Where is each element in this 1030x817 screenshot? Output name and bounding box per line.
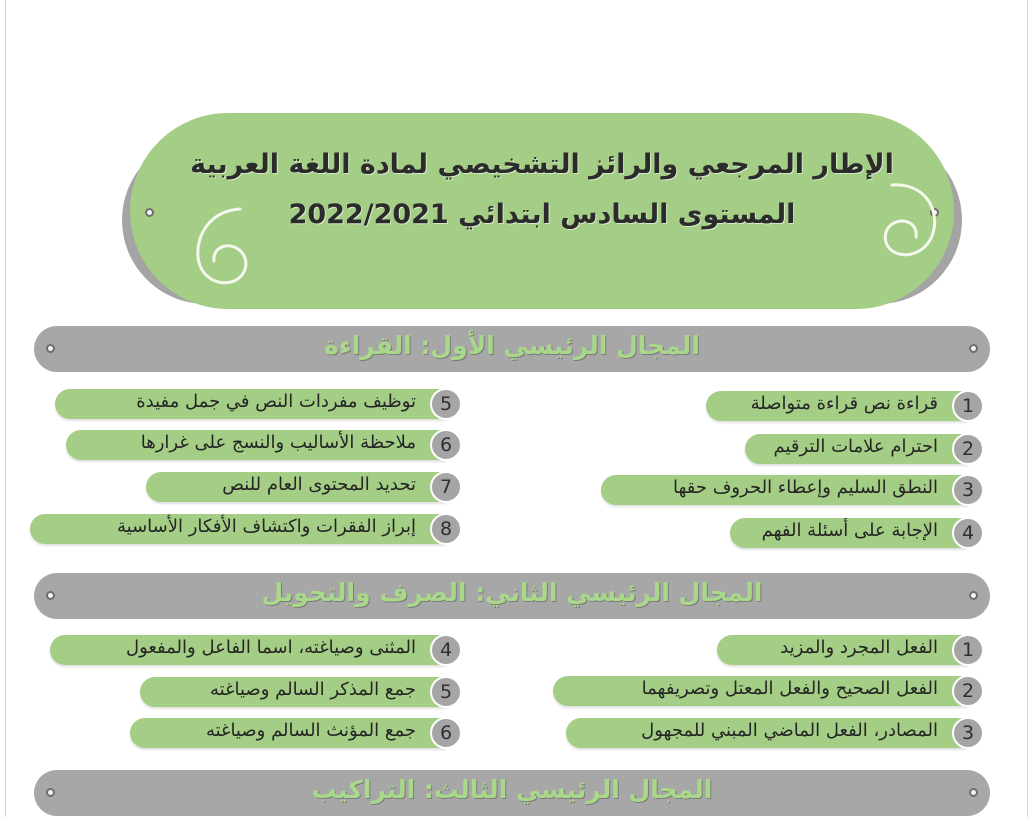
section-reading-header — [34, 326, 990, 372]
page-border-right — [1027, 0, 1028, 817]
item-label: احترام علامات الترقيم — [773, 436, 938, 457]
list-item — [140, 676, 462, 708]
item-label: قراءة نص قراءة متواصلة — [750, 393, 938, 414]
item-label: توظيف مفردات النص في جمل مفيدة — [136, 391, 416, 412]
section-title: المجال الرئيسي الأول: القراءة — [324, 331, 700, 360]
item-number-badge: 3 — [952, 474, 984, 506]
item-label: الفعل الصحيح والفعل المعتل وتصريفهما — [641, 678, 938, 699]
list-item — [146, 471, 462, 503]
section-rivet-right-icon — [969, 591, 978, 600]
right-swirl-ornament-icon — [872, 175, 946, 265]
item-label: النطق السليم وإعطاء الحروف حقها — [672, 477, 938, 498]
item-number-badge: 1 — [952, 634, 984, 666]
list-item — [745, 433, 984, 465]
list-item — [50, 634, 462, 666]
page-border-left — [5, 0, 6, 817]
item-label: جمع المذكر السالم وصياغته — [210, 679, 416, 700]
item-label: المثنى وصياغته، اسما الفاعل والمفعول — [125, 637, 416, 658]
list-item — [706, 390, 984, 422]
item-label: المصادر، الفعل الماضي المبني للمجهول — [641, 720, 938, 741]
list-item — [730, 517, 984, 549]
list-item — [566, 717, 984, 749]
section-syntax-header — [34, 770, 990, 816]
left-swirl-ornament-icon — [188, 201, 258, 291]
item-number-badge: 5 — [430, 676, 462, 708]
section-morphology-header — [34, 573, 990, 619]
item-label: تحديد المحتوى العام للنص — [222, 474, 416, 495]
item-number-badge: 5 — [430, 388, 462, 420]
list-item — [601, 474, 984, 506]
section-title: المجال الرئيسي الثاني: الصرف والتحويل — [261, 578, 763, 607]
item-number-badge: 6 — [430, 717, 462, 749]
section-rivet-right-icon — [969, 344, 978, 353]
item-label: ملاحظة الأساليب والنسج على غرارها — [140, 432, 416, 453]
item-label: جمع المؤنث السالم وصياغته — [205, 720, 416, 741]
item-label: الفعل المجرد والمزيد — [780, 637, 938, 658]
section-title: المجال الرئيسي الثالث: التراكيب — [311, 775, 713, 804]
item-number-badge: 7 — [430, 471, 462, 503]
item-number-badge: 2 — [952, 433, 984, 465]
title-plaque — [130, 113, 954, 309]
item-number-badge: 4 — [952, 517, 984, 549]
list-item — [717, 634, 984, 666]
item-number-badge: 4 — [430, 634, 462, 666]
item-number-badge: 6 — [430, 429, 462, 461]
section-rivet-right-icon — [969, 788, 978, 797]
item-label: الإجابة على أسئلة الفهم — [761, 520, 938, 541]
item-number-badge: 2 — [952, 675, 984, 707]
list-item — [30, 513, 462, 545]
plaque-rivet-left-icon — [145, 208, 154, 217]
item-number-badge: 8 — [430, 513, 462, 545]
list-item — [553, 675, 984, 707]
item-label: إبراز الفقرات واكتشاف الأفكار الأساسية — [117, 516, 416, 537]
item-number-badge: 3 — [952, 717, 984, 749]
list-item — [66, 429, 462, 461]
document-subtitle: المستوى السادس ابتدائي 2022/2021 — [288, 199, 796, 230]
item-number-badge: 1 — [952, 390, 984, 422]
list-item — [55, 388, 462, 420]
document-title: الإطار المرجعي والرائز التشخيصي لمادة اللغة العربية — [190, 149, 894, 180]
list-item — [130, 717, 462, 749]
